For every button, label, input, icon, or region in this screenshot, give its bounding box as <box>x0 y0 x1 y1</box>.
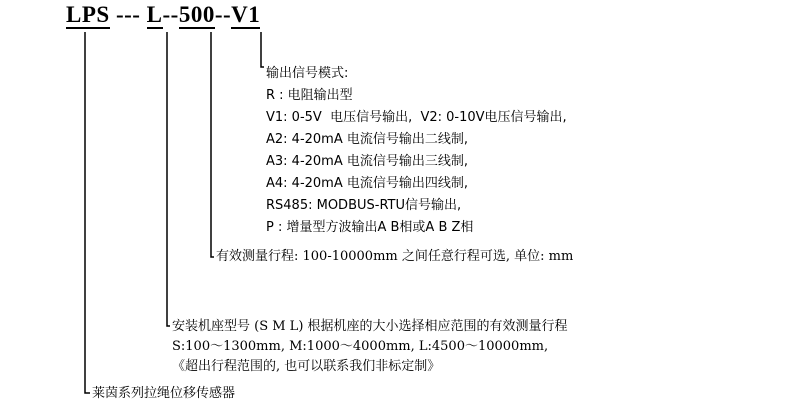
code-mount: L <box>146 2 163 27</box>
output-title: 输出信号模式: <box>266 66 349 81</box>
output-line-v: V1: 0-5V 电压信号输出, V2: 0-10V电压信号输出, <box>266 110 567 125</box>
output-line-a3: A3: 4-20mA 电流信号输出三线制, <box>266 154 469 169</box>
code-stroke: 500 <box>178 2 215 27</box>
connector-stroke <box>211 32 214 257</box>
connector-series <box>85 32 90 393</box>
code-sep-1: --- <box>109 2 147 27</box>
connector-output <box>261 32 264 67</box>
output-line-a2: A2: 4-20mA 电流信号输出二线制, <box>266 132 469 147</box>
code-series: LPS <box>66 2 110 27</box>
mount-note: 《超出行程范围的, 也可以联系我们非标定制》 <box>172 359 441 374</box>
output-line-r: R : 电阻输出型 <box>266 88 353 103</box>
code-sep-2: -- <box>162 2 179 27</box>
mount-ranges: S:100～1300mm, M:1000～4000mm, L:4500～10000mm, <box>172 339 549 354</box>
code-output: V1 <box>231 2 261 27</box>
series-text: 莱茵系列拉绳位移传感器 <box>92 386 236 401</box>
output-line-a4: A4: 4-20mA 电流信号输出四线制, <box>266 176 469 191</box>
code-sep-3: -- <box>214 2 232 27</box>
mount-title: 安装机座型号 (S M L) 根据机座的大小选择相应范围的有效测量行程 <box>172 319 568 334</box>
stroke-text: 有效测量行程: 100-10000mm 之间任意行程可选, 单位: mm <box>216 249 574 264</box>
output-line-p: P : 增量型方波输出A B相或A B Z相 <box>266 220 474 235</box>
output-line-rs485: RS485: MODBUS-RTU信号输出, <box>266 198 462 213</box>
connector-mount <box>167 32 170 326</box>
